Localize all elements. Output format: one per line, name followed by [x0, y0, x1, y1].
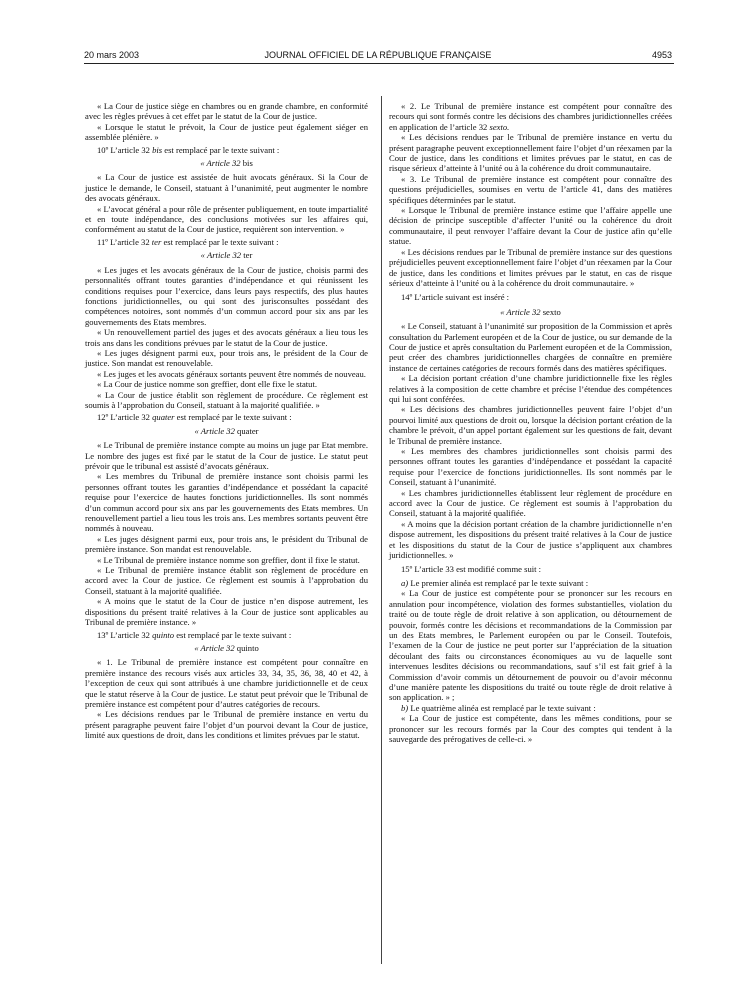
paragraph: « La Cour de justice est compétente pour se prononcer sur les recours en annulation pour incompétence, violation des formes substantielles, violation du traité ou de toute règle de droit relative à son application, ou détournement de pouvoir, formés contre les décisions et recommandations de la Commission par un des Etats membres, le Parlement européen ou par le Conseil. Toutefois, l’examen de la Cour de justice ne peut porter sur l’appréciation de la situation découlant des faits ou circonstances économiques au vu de laquelle sont intervenues lesdites décisions ou recommandations, sauf s’il est fait grief à la Commission d’avoir commis un détournement de pouvoir ou d’avoir méconnu d’une manière patente les dispositions du traité ou toute règle de droit relative à son application. » ; [389, 588, 672, 703]
article-heading-32-bis [85, 158, 368, 168]
heading-italic: « Article 32 [200, 250, 242, 261]
paragraph: « Les décisions rendues par le Tribunal de première instance en vertu du présent paragraphe peuvent exceptionnellement faire l’objet d’un réexamen par la Cour de justice, dans les conditions et limites prévues par le statut, en cas de risque sérieux d’atteinte à l’unité ou à la cohérence du droit communautaire. [389, 132, 672, 174]
article-heading-32-sexto [389, 307, 672, 317]
paragraph: « Le Tribunal de première instance nomme son greffier, dont il fixe le statut. [97, 554, 360, 565]
sub-item-marker: a) [401, 577, 409, 588]
paragraph: « Les juges et les avocats généraux de la Cour de justice, choisis parmi des personnalités offrant toutes garanties d’indépendance et qui réunissent les conditions requises pour l’exercice, dans leurs pays respectifs, des plus hautes fonctions juridictionnelles, ou qui sont des jurisconsultes possédant des compétences notoires, sont nommés d’un commun accord pour six ans par les gouvernements des Etats membres. [85, 264, 368, 327]
paragraph: « Lorsque le statut le prévoit, la Cour de justice peut également siéger en assemblée plénière. » [85, 121, 368, 143]
paragraph: « La Cour de justice est compétente, dans les mêmes conditions, pour se prononcer sur les recours formés par la Cour des comptes qui tendent à la sauvegarde des prérogatives de celle-ci. » [389, 713, 672, 744]
paragraph: « L’avocat général a pour rôle de présenter publiquement, en toute impartialité et en toute indépendance, des conclusions motivées sur les affaires qui, conformément au statut de la Cour de justice, requièrent son intervention. » [85, 203, 368, 235]
amendment-text: 13º L’article 32 [97, 629, 153, 640]
amendment-text: est remplacé par le texte suivant : [174, 412, 292, 423]
paragraph: « 1. Le Tribunal de première instance est compétent pour connaître en première instance des recours visés aux articles 33, 34, 35, 36, 38, 40 et 42, à l’exception de ceux qui sont attribués à une chambre juridictionnelle et de ceux que le statut réserve à la Cour de justice. Le statut peut prévoir que le Tribunal de première instance est compétent pour d’autres catégories de recours. [85, 657, 368, 709]
paragraph: « Les décisions rendues par le Tribunal de première instance sur des questions préjudicielles peuvent exceptionnellement faire l’objet d’un réexamen par la Cour de justice, dans les conditions et limites prévues par le statut, en cas de risque sérieux d’atteinte à l’unité ou à la cohérence du droit communautaire. » [389, 246, 672, 288]
header-date: 20 mars 2003 [84, 50, 140, 60]
sub-item-b [389, 703, 672, 713]
sub-item-text: Le premier alinéa est remplacé par le texte suivant : [408, 577, 589, 588]
paragraph: « Les membres du Tribunal de première instance sont choisis parmi les personnes offrant toutes les garanties d’indépendance et possédant la capacité requise pour l’exercice de hautes fonctions juridictionnelles. Ils sont nommés d’un commun accord pour six ans par les gouvernements des Etats membres. Un renouvellement partiel a lieu tous les trois ans. Les membres sortants peuvent être nommés à nouveau. [85, 471, 368, 534]
paragraph-text: « 2. Le Tribunal de première instance est compétent pour connaître des recours qui sont formés contre les décisions des chambres juridictionnelles créées en application de l’article 32 [389, 101, 672, 132]
amendment-suffix: bis [152, 144, 163, 155]
column-divider [381, 96, 382, 964]
paragraph: « La Cour de justice est assistée de huit avocats généraux. Si la Cour de justice le demande, le Conseil, statuant à l’unanimité, peut augmenter le nombre des avocats généraux. [85, 172, 368, 204]
paragraph: « Les juges désignent parmi eux, pour trois ans, le président du Tribunal de première instance. Son mandat est renouvelable. [85, 533, 368, 555]
amendment-suffix: quater [152, 412, 175, 423]
amendment-suffix: quinto [152, 629, 175, 640]
article-heading-32-quinto [85, 643, 368, 653]
heading-italic: « Article 32 [500, 306, 541, 317]
amendment-text: 12º L’article 32 [97, 412, 153, 423]
header-rule [84, 63, 674, 64]
article-amendment-12 [85, 412, 368, 422]
paragraph: « Les juges et les avocats généraux sortants peuvent être nommés de nouveau. [97, 368, 366, 379]
paragraph: « Le Tribunal de première instance compte au moins un juge par Etat membre. Le nombre des juges est fixé par le statut de la Cour de justice. Le statut peut prévoir que le tribunal est assisté d’avocats généraux. [85, 440, 368, 471]
right-column [389, 101, 672, 744]
amendment-suffix: ter [151, 236, 162, 247]
paragraph: « La Cour de justice établit son règlement de procédure. Ce règlement est soumis à l’approbation du Conseil, statuant à la majorité qualifiée. » [85, 389, 368, 410]
amendment-text: 10º L’article 32 [97, 144, 153, 155]
article-amendment-14: 14º L’article suivant est inséré : [401, 292, 510, 303]
amendment-text: 11º L’article 32 [97, 236, 152, 247]
sub-item-text: Le quatrième alinéa est remplacé par le texte suivant : [408, 702, 596, 713]
paragraph: « 3. Le Tribunal de première instance est compétent pour connaître des questions préjudicielles, soumises en vertu de l’article 41, dans des matières spécifiques déterminées par le statut. [389, 173, 672, 205]
paragraph: « Les décisions rendues par le Tribunal de première instance en vertu du présent paragraphe peuvent faire l’objet d’un pourvoi devant la Cour de justice, limité aux questions de droit, dans les conditions et limites prévues par le statut. [85, 709, 368, 741]
article-amendment-11 [85, 237, 368, 247]
heading-suffix: quinto [234, 642, 259, 653]
header-page-number: 4953 [651, 50, 672, 60]
sub-item-marker: b) [401, 702, 409, 713]
article-heading-32-ter [85, 250, 368, 260]
paragraph: « Lorsque le Tribunal de première instance estime que l’affaire appelle une décision de principe susceptible d’affecter l’unité ou la cohérence du droit communautaire, il peut renvoyer l’affaire devant la Cour de justice afin qu’elle statue. [389, 205, 672, 247]
paragraph: « Les juges désignent parmi eux, pour trois ans, le président de la Cour de justice. Son mandat est renouvelable. [85, 347, 368, 369]
heading-italic: « Article 32 [200, 158, 241, 169]
article-amendment-13 [85, 630, 368, 640]
paragraph-italic: sexto. [489, 121, 510, 132]
heading-suffix: ter [241, 250, 253, 261]
article-amendment-15: 15º L’article 33 est modifié comme suit : [401, 564, 542, 575]
amendment-text: est remplacé par le texte suivant : [161, 236, 279, 247]
header-journal-title: JOURNAL OFFICIEL DE LA RÉPUBLIQUE FRANÇAISE [264, 50, 492, 60]
paragraph [389, 101, 672, 132]
heading-suffix: bis [240, 158, 253, 169]
paragraph: « Le Tribunal de première instance établit son règlement de procédure en accord avec la Cour de justice. Ce règlement est soumis à l’approbation du Conseil, statuant à la majorité qualifiée. [85, 565, 368, 596]
paragraph: « Les chambres juridictionnelles établissent leur règlement de procédure en accord avec la Cour de justice. Ce règlement est soumis à l’approbation du Conseil, statuant à la majorité qualifiée. [389, 487, 672, 519]
paragraph: « La Cour de justice nomme son greffier, dont elle fixe le statut. [97, 379, 318, 390]
paragraph: « A moins que le statut de la Cour de justice n’en dispose autrement, les dispositions du présent traité relatives à la Cour de justice sont applicables au Tribunal de première instance. » [85, 596, 368, 628]
paragraph: « Un renouvellement partiel des juges et des avocats généraux a lieu tous les trois ans dans les conditions prévues par le statut de la Cour de justice. [85, 327, 368, 348]
left-column [85, 101, 368, 741]
sub-item-a [389, 578, 672, 588]
heading-italic: « Article 32 [194, 425, 235, 436]
page-header [84, 50, 672, 64]
paragraph: « La décision portant création d’une chambre juridictionnelle fixe les règles relatives à la composition de cette chambre et précise l’étendue des compétences qui lui sont conférées. [389, 373, 672, 404]
article-amendment-10 [85, 145, 368, 155]
heading-suffix: quater [234, 425, 259, 436]
amendment-text: est remplacé par le texte suivant : [174, 629, 292, 640]
article-heading-32-quater [85, 426, 368, 436]
heading-italic: « Article 32 [194, 642, 235, 653]
paragraph: « A moins que la décision portant création de la chambre juridictionnelle n’en dispose autrement, les dispositions du présent traité relatives à la Cour de justice et les dispositions du statut de la Cour de justice s’appliquent aux chambres juridictionnelles. » [389, 518, 672, 561]
paragraph: « La Cour de justice siège en chambres ou en grande chambre, en conformité avec les règles prévues à cet effet par le statut de la Cour de justice. [85, 101, 368, 122]
paragraph: « Les membres des chambres juridictionnelles sont choisis parmi des personnes offrant toutes les garanties d’indépendance et possédant la capacité requise pour l’exercice de fonctions juridictionnelles. Ils sont nommés par le Conseil, statuant à l’unanimité. [389, 446, 672, 488]
heading-suffix: sexto [540, 306, 561, 317]
amendment-text: est remplacé par le texte suivant : [162, 144, 280, 155]
paragraph: « Le Conseil, statuant à l’unanimité sur proposition de la Commission et après consultation du Parlement européen et de la Cour de justice, ou sur demande de la Cour de justice et après consultation du Parlement européen et de la Commission, peut créer des chambres juridictionnelles chargées de connaître en première instance de certaines catégories de recours formés dans des matières spécifiques. [389, 321, 672, 373]
paragraph: « Les décisions des chambres juridictionnelles peuvent faire l’objet d’un pourvoi limité aux questions de droit ou, lorsque la décision portant création de la chambre le prévoit, d’un appel portant également sur les questions de fait, devant le Tribunal de première instance. [389, 404, 672, 446]
